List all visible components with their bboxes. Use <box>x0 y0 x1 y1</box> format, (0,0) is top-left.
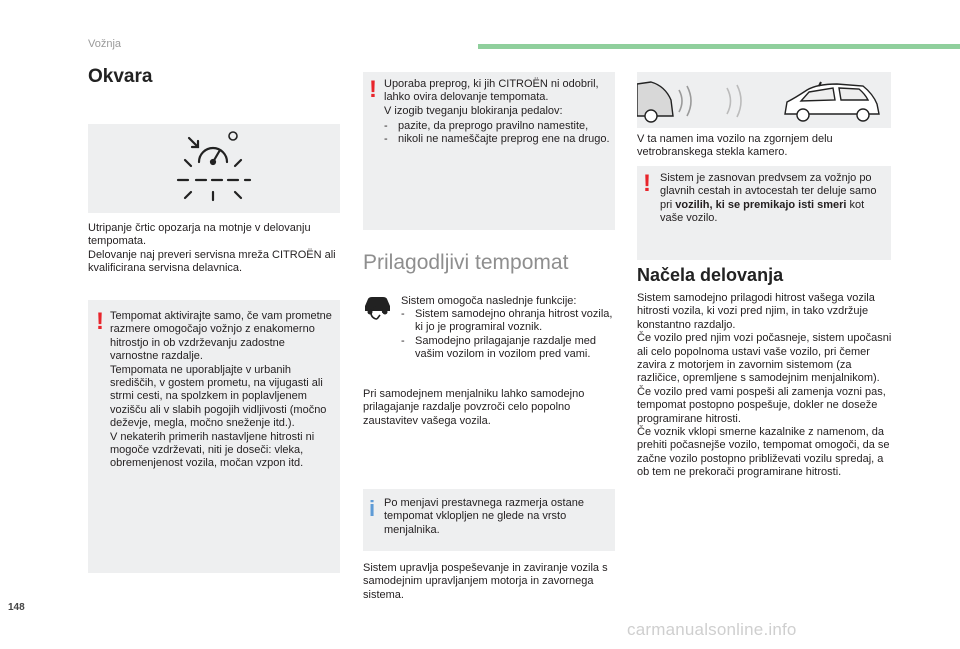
fault-text: Utripanje črtic opozarja na motnje v delovanju tempomata. Delovanje naj preveri servisna mreža CITROËN ali kvalificirana servisna delavnica. <box>88 222 336 275</box>
page-number: 148 <box>8 602 25 613</box>
fault-illustration <box>88 124 340 213</box>
camera-text: V ta namen ima vozilo na zgornjem delu vetrobranskega stekla kamero. <box>637 133 833 159</box>
section-title: Prilagodljivi tempomat <box>363 251 569 274</box>
functions-list <box>401 308 615 362</box>
mat-warning-list <box>384 120 612 147</box>
info-text: Po menjavi prestavnega razmerja ostane tempomat vklopljen ne glede na vrsto menjalnika. <box>384 497 584 536</box>
control-text: Sistem upravlja pospeševanje in zaviranje vozila s samodejnim upravljanjem motorja in zavornega sistema. <box>363 562 608 601</box>
adaptive-cruise-icon <box>363 292 395 322</box>
mat-warning-text: Uporaba preprog, ki jih CITROËN ni odobril, lahko ovira delovanje tempomata. V izogib tveganju blokiranja pedalov: <box>384 78 599 117</box>
info-icon: i <box>369 496 376 521</box>
header-accent-bar <box>478 44 960 49</box>
warning-icon: ! <box>369 76 377 103</box>
section-header: Vožnja <box>88 38 122 50</box>
road-warning-box <box>637 166 891 260</box>
functions-intro: Sistem omogoča naslednje funkcije: <box>401 295 577 307</box>
cruise-fault-icon <box>88 124 340 213</box>
warning-icon: ! <box>643 170 651 197</box>
list-item: - nikoli ne nameščajte preprog ene na drugo. <box>384 133 612 146</box>
warning-icon: ! <box>96 308 104 335</box>
list-item: - pazite, da preprogo pravilno namestite, <box>384 120 612 133</box>
mat-warning-box <box>363 72 615 230</box>
auto-gearbox-text: Pri samodejnem menjalniku lahko samodejno prilagajanje razdalje povzroči celo popolno zaustavitev vašega vozila. <box>363 388 585 427</box>
list-item: - Samodejno prilagajanje razdalje med vašim vozilom in vozilom pred vami. <box>401 335 615 362</box>
watermark: carmanualsonline.info <box>627 620 797 639</box>
info-box <box>363 489 615 551</box>
warning-box <box>88 300 340 573</box>
car-illustration <box>637 72 891 128</box>
car-radar-icon <box>637 72 891 128</box>
road-warning-bold: vozilih, ki se premikajo isti smeri <box>675 198 847 211</box>
page-title: Okvara <box>88 66 153 87</box>
section-title: Načela delovanja <box>637 265 784 285</box>
road-warning-pre: Sistem je zasnovan predvsem za vožnjo po glavnih cestah in avtocestah ter deluje samo pri <box>660 172 877 211</box>
list-item: - Sistem samodejno ohranja hitrost vozila, ki jo je programiral voznik. <box>401 308 615 335</box>
road-warning-text <box>660 172 886 226</box>
road-warning-post: kot vaše vozilo. <box>660 198 865 225</box>
warning-text: Tempomat aktivirajte samo, če vam prometne razmere omogočajo vožnjo z enakomerno hitrostjo in ob vzdrževanju zadostne varnostne razdalje. Tempomata ne uporabljajte v urbanih središčih, v gostem prometu, na vijugasti ali strmi cesti, na spolzkem in poplavljenem vozišču ali v slabih pogojih vidljivosti (močno deževje, megla, močno sneženje itd.). V nekaterih primerih nastavljene hitrosti ni mogoče vzdrževati, niti je doseči: vleka, obremenjenost vozila, močan vzpon itd. <box>110 310 332 470</box>
principles-text: Sistem samodejno prilagodi hitrost vašega vozila hitrosti vozila, ki vozi pred njim, in tako vzdržuje konstantno razdaljo. Če vozilo pred njim vozi počasneje, sistem upočasni ali celo popolnoma ustavi vaše vozilo, pri čemer zavira z motorjem in zavornim sistemom (za različice, opremljene s samodejnim menjalnikom). Če vozilo pred vami pospeši ali zamenja vozni pas, tempomat postopno pospešuje, dokler ne doseže programirane hitrosti. Če voznik vklopi smerne kazalnike z namenom, da prehiti počasnejše vozilo, tempomat omogoči, da se začne vozilo postopno približevati vozilu spredaj, a ob tem ne prekorači programirane hitrosti. <box>637 292 892 479</box>
